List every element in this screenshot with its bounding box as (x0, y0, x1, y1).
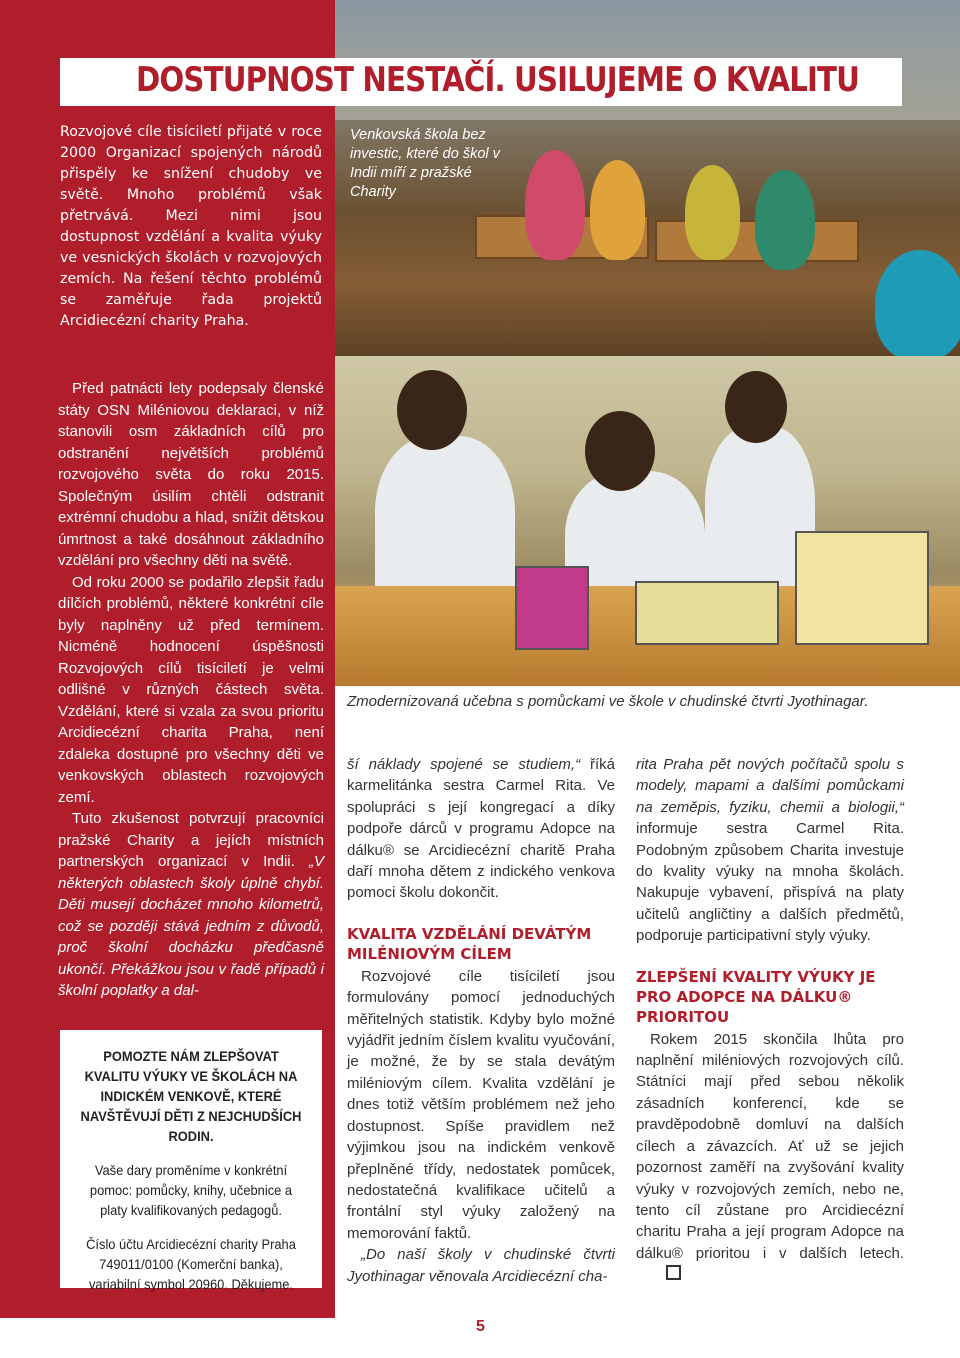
quote-text: ší náklady spojené se studiem,“ (347, 756, 581, 773)
paragraph (347, 754, 615, 904)
paragraph: Od roku 2000 se podařilo zlepšit řadu dílčích problémů, některé konkrétní cíle byly naplněny už před termínem. Nicméně hodnocení úspěšnosti Rozvojových cílů tisíciletí je velmi odlišné v různých částech světa. Vzdělání, které si vzala za svou prioritu Arcidiecézní charita Praha, není zdaleka dostupné pro všechny děti ve venkovských oblastech rozvojových zemí. (58, 573, 324, 806)
donation-box (60, 1030, 322, 1292)
paragraph: Před patnácti lety podepsaly členské státy OSN Miléniovou deklaraci, v níž stanovili osm základních cílů pro odstranění největších problémů rozvojového světa do roku 2015. Společným úsilím chtěli odstranit extrémní chudobu a hlad, snížit dětskou úmrtnost a také dosáhnout základního vzdělání pro všechny děti na světě. (58, 380, 324, 569)
photo-top-caption: Venkovská škola bez investic, které do škol v Indii míří z pražské Charity (350, 127, 500, 200)
paragraph-text: Rokem 2015 skončila lhůta pro naplnění miléniových rozvojových cílů. Státníci mají před sebou několik zásadních konferencí, kde se pravděpodobně domluví na dalších cílech a závazcích. Ať už se jejich pozornost zaměří na zvyšování kvality výuky v rozvojových zemích, nebo ne, tento cíl zůstane pro Arcidiecézní charitu Praha a její program Adopce na dálku® prioritou i v dalších letech. (636, 1030, 904, 1262)
paragraph-text: Tuto zkušenost potvrzují pracovníci pražské Charity a jejích místních partnerských organizací v Indii. (58, 810, 324, 870)
donation-heading: POMOZTE NÁM ZLEPŠOVAT KVALITU VÝUKY VE ŠKOLÁCH NA INDICKÉM VENKOVĚ, KTERÉ NAVŠTĚVUJÍ DĚTI Z NEJCHUDŠÍCH RODIN. (80, 1048, 302, 1144)
paragraph: Rozvojové cíle tisíciletí jsou formulovány pomocí jednoduchých měřitelných statistik. Kdyby bylo možné vyjádřit jedním číslem kvalitu vyučování, je možné, že by se stala devátým miléniovým cílem. Kvalita vzdělání je dnes totiž větším problémem než jeho dostupnost. Spíše pravidlem než výjimkou jsou na indickém venkově přeplněné třídy, nedostatek pomůcek, nedostatečná kvalifikace učitelů a frontální styl výuky založený na memorování faktů. (347, 967, 615, 1242)
photo-model (795, 531, 929, 645)
photo-model (635, 581, 779, 645)
quote-text: „Do naší školy v chudinské čtvrti Jyothinagar věnovala Arcidiecézní cha- (347, 1246, 615, 1285)
photo-student-head (725, 371, 787, 443)
end-mark-icon (666, 1265, 681, 1280)
page-title: DOSTUPNOST NESTAČÍ. USILUJEME O KVALITU (136, 60, 860, 100)
donation-text: Vaše dary proměníme v konkrétní pomoc: pomůcky, knihy, učebnice a platy kvalifikovaných pedagogů. (89, 1162, 293, 1218)
section-heading: ZLEPŠENÍ KVALITY VÝUKY JE PRO ADOPCE NA DÁLKU® PRIORITOU (636, 967, 876, 1026)
photo-student (875, 250, 960, 356)
quote-text: rita Praha pět nových počítačů spolu s modely, mapami a dalšími pomůckami na zeměpis, fyziku, chemii a biologii,“ (636, 756, 904, 816)
photo-mid-caption: Zmodernizovaná učebna s pomůckami ve škole v chudinské čtvrti Jyothinagar. (347, 693, 869, 710)
donation-account: Číslo účtu Arcidiecézní charity Praha 749011/0100 (Komerční banka), variabilní symbol 20960. Děkujeme. (86, 1236, 296, 1292)
paragraph (347, 1244, 615, 1287)
paragraph (58, 808, 324, 1002)
quote-text: „V některých oblastech školy úplně chybí. Děti musejí docházet mnoho kilometrů, což se později stává jedním z důvodů, proč školní docházku předčasně ukončí. Překážkou jsou v řadě případů i školní poplatky a dal- (58, 853, 324, 999)
page-number: 5 (476, 1318, 485, 1335)
photo-student-head (585, 411, 655, 491)
paragraph-text: říká karmelitánka sestra Carmel Rita. Ve spolupráci s její kongregací a díky podpoře dárců v programu Adopce na dálku® se Arcidiecézní charitě Praha daří mnoha dětem z indického venkova pomoci školu dokončit. (347, 756, 615, 902)
photo-student-head (397, 370, 467, 450)
paragraph-text: informuje sestra Carmel Rita. Podobným způsobem Charita investuje do kvality výuky na mnoha školách. Nakupuje vybavení, přispívá na platy učitelů angličtiny a dalších předmětů, podporuje participativní styly výuky. (636, 820, 904, 945)
photo-student (525, 150, 585, 260)
paragraph (636, 1029, 904, 1286)
article-column-2 (347, 754, 615, 1287)
photo-model (515, 566, 589, 650)
section-heading: KVALITA VZDĚLÁNÍ DEVÁTÝM MILÉNIOVÝM CÍLEM (347, 924, 592, 963)
article-column-3 (636, 754, 904, 1286)
paragraph (636, 754, 904, 947)
page-footer-strip (0, 1318, 335, 1358)
left-article-body (58, 378, 324, 1002)
photo-student (590, 160, 645, 260)
photo-student (685, 165, 740, 260)
photo-modern-classroom (335, 356, 960, 686)
intro-text: Rozvojové cíle tisíciletí přijaté v roce 2000 Organizací spojených národů přispěly ke snížení chudoby ve světě. Mnoho problémů však přetrvává. Mezi nimi jsou dostupnost vzdělání a kvalita výuky ve vesnických školách v rozvojových zemích. Na řešení těchto problémů se zaměřuje řada projektů Arcidiecézní charity Praha. (60, 124, 322, 329)
photo-student (755, 170, 815, 270)
